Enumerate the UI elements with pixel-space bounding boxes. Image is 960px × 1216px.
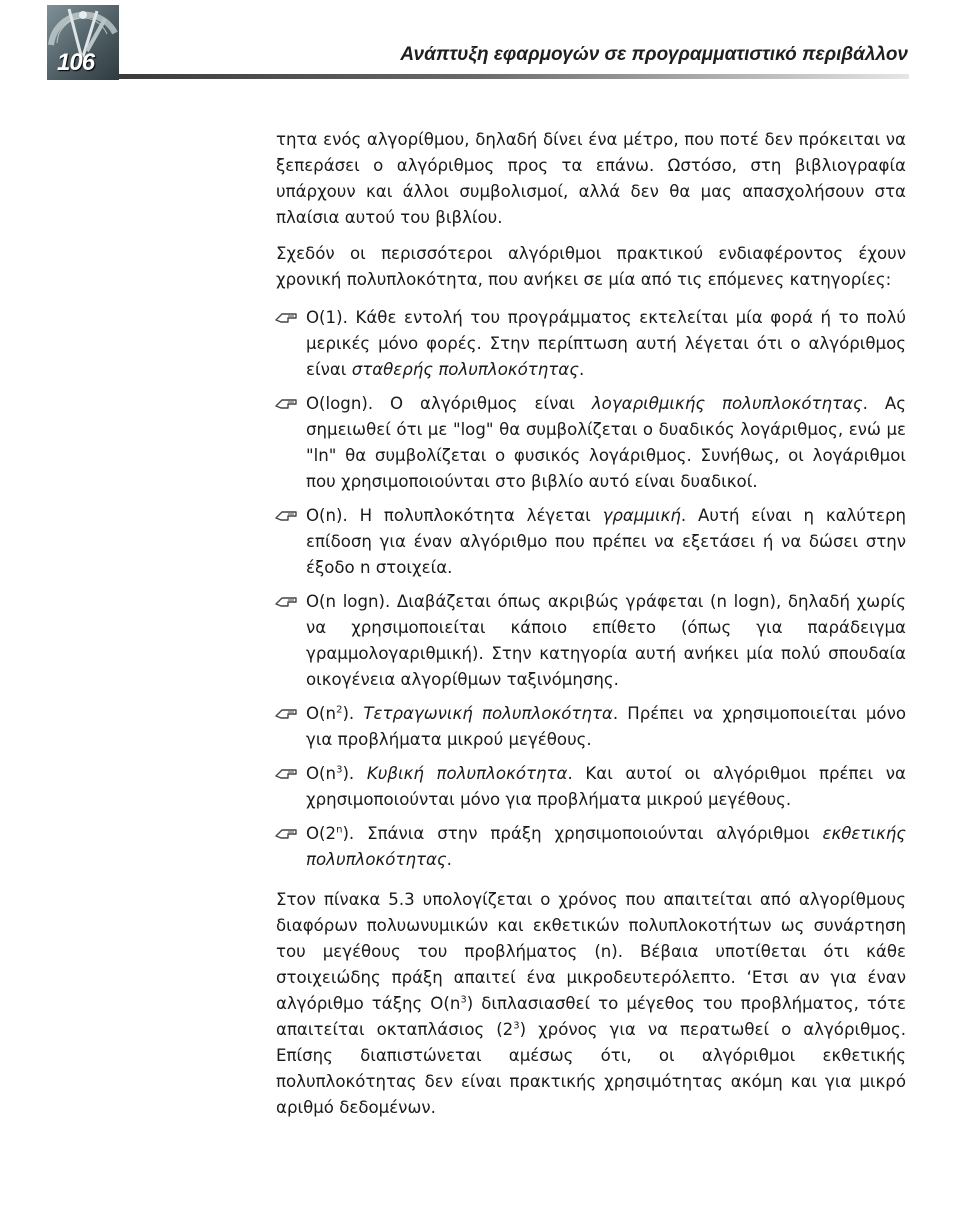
item-text-mid: ). [342,704,364,723]
item-text: O(n logn). Διαβάζεται όπως ακριβώς γράφεται (n logn), δηλαδή χωρίς να χρησιμοποιείται κάποιο επίθετο (όπως για παράδειγμα γραμμολογαριθμική). Στην κατηγορία αυτή ανήκει μία πολύ σπουδαία οικογένεια αλγορίθμων ταξινόμησης. [306,592,906,689]
body-text [276,127,906,1131]
item-emphasis: σταθερής πολυπλοκότητας [351,360,579,379]
hand-pointer-icon [275,509,297,523]
item-text: O(2 [306,824,337,843]
running-title: Ανάπτυξη εφαρμογών σε προγραμματιστικό περιβάλλον [400,44,908,65]
list-item-on2 [276,701,906,753]
hand-pointer-icon [275,767,297,781]
item-text-mid: ). Σπάνια στην πράξη χρησιμοποιούνται αλγόριθμοι [342,824,823,843]
closing-text-2: ) διπλασιασθεί το μέγεθος του προβλήματος, τότε απαιτείται οκταπλάσιος (2 [276,994,906,1039]
hand-pointer-icon [275,707,297,721]
item-text-end: . Αυτή είναι η καλύτερη επίδοση για έναν αλγόριθμο που πρέπει να εξετάσει ή να δώσει στην έξοδο n στοιχεία. [306,506,906,577]
hand-pointer-icon [275,595,297,609]
list-item-o1 [276,305,906,383]
item-emphasis: εκθετικής πολυπλοκότητας [306,824,906,869]
complexity-list [276,305,906,873]
closing-paragraph [276,887,906,1121]
list-item-o2n [276,821,906,873]
page-header [0,0,960,90]
paragraph-2: Σχεδόν οι περισσότεροι αλγόριθμοι πρακτικού ενδιαφέροντος έχουν χρονική πολυπλοκότητα, που ανήκει σε μία από τις επόμενες κατηγορίες: [276,244,906,289]
item-text: O(logn). Ο αλγόριθμος είναι [306,394,592,413]
item-superscript: 2 [336,704,343,716]
paragraph-1: τητα ενός αλγορίθμου, δηλαδή δίνει ένα μέτρο, που ποτέ δεν πρόκειται να ξεπεράσει ο αλγόριθμος προς τα επάνω. Ωστόσο, στη βιβλιογραφία υπάρχουν και άλλοι συμβολισμοί, αλλά δεν θα μας απασχολήσουν στα πλαίσια αυτού του βιβλίου. [276,130,906,227]
list-item-on3 [276,761,906,813]
hand-pointer-icon [275,827,297,841]
item-text-end: . Πρέπει να χρησιμοποιείται μόνο για προβλήματα μικρού μεγέθους. [306,704,906,749]
item-text-end: . [578,360,585,379]
header-rule [119,74,909,79]
item-text-end: . Και αυτοί οι αλγόριθμοι πρέπει να χρησιμοποιούνται μόνο για προβλήματα μικρού μεγέθους. [306,764,906,809]
closing-text-1: Στον πίνακα 5.3 υπολογίζεται ο χρόνος που απαιτείται από αλγορίθμους διαφόρων πολυωνυμικών και εκθετικών πολυπλοκοτήτων ως συνάρτηση του μεγέθους του προβλήματος (n). Βέβαια υποτίθεται ότι κάθε στοιχειώδης πράξη απαιτεί ένα μικροδευτερόλεπτο. ‘Ετσι αν για έναν αλγόριθμο τάξης O(n [276,890,906,1013]
item-text-end: . Ας σημειωθεί ότι με "log" θα συμβολίζεται ο δυαδικός λογάριθμος, ενώ με "ln" θα συμβολίζεται ο φυσικός λογάριθμος. Συνήθως, οι λογάριθμοι που χρησιμοποιούνται στο βιβλίο αυτό είναι δυαδικοί. [306,394,906,491]
item-text: O(n [306,704,337,723]
item-emphasis: Κυβική πολυπλοκότητα [366,764,568,783]
closing-superscript-1: 3 [460,994,467,1006]
item-superscript: 3 [336,764,343,776]
item-text: O(n). Η πολυπλοκότητα λέγεται [306,506,603,525]
item-superscript: n [336,824,343,836]
list-item-ologn [276,391,906,495]
list-item-onlogn [276,589,906,693]
closing-text-3: ) χρόνος για να περατωθεί ο αλγόριθμος. Επίσης διαπιστώνεται αμέσως ότι, οι αλγόριθμοι εκθετικής πολυπλοκότητας δεν είναι πρακτικής χρησιμότητας ακόμη και για μικρό αριθμό δεδομένων. [276,1020,906,1117]
item-text-end: . [446,850,452,869]
closing-superscript-2: 3 [513,1020,520,1032]
hand-pointer-icon [275,311,297,325]
item-text-mid: ). [342,764,367,783]
hand-pointer-icon [275,397,297,411]
list-item-on [276,503,906,581]
page-number: 106 [57,49,95,76]
item-text: O(n [306,764,337,783]
item-emphasis: γραμμική [602,506,681,525]
item-emphasis: λογαριθμικής πολυπλοκότητας [591,394,863,413]
item-text: O(1). Κάθε εντολή του προγράμματος εκτελείται μία φορά ή το πολύ μερικές μόνο φορές. Στην περίπτωση αυτή λέγεται ότι ο αλγόριθμος είναι [306,308,906,379]
item-emphasis: Τετραγωνική πολυπλοκότητα [363,704,613,723]
page-number-badge [47,5,119,80]
